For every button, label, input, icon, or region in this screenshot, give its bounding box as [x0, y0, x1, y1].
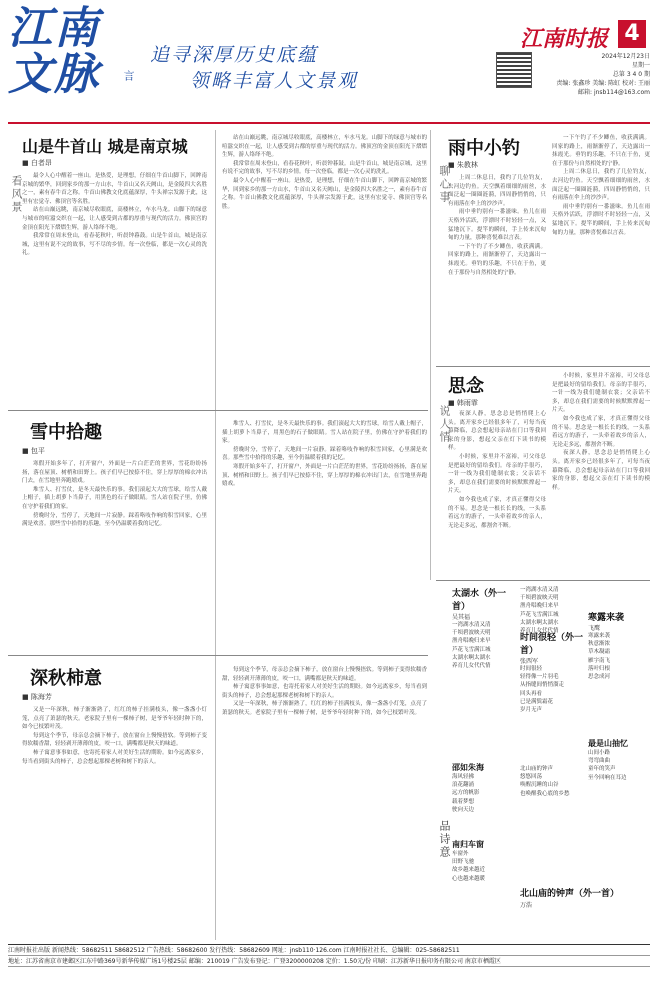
- article-2-paragraph: 寒假开始多年了，打开窗户，外面是一片白茫茫的世界，雪花纷纷扬扬，落在屋顶、树梢和田野上。孩子们早已按捺不住，穿上厚厚的棉衣冲出门去，在雪地里奔跑嬉戏。: [222, 463, 427, 488]
- article-1-body: [22, 172, 207, 404]
- article-1-paragraph: 站在山巅远眺，南京城尽收眼底，高楼林立，车水马龙。山脚下的绿意与城市的喧嚣交织在一起，让人感受到古都的厚重与现代的活力。佛顶宫的金顶在阳光下熠熠生辉，游人络绎不绝。: [222, 135, 427, 159]
- poem-title: 邵如朱海: [452, 762, 484, 772]
- article-4-paragraph: 雨中垂钓别有一番滋味。鱼儿在雨天格外活跃，浮漂时不时轻轻一点，又猛地沉下。提竿的瞬间，手上传来沉甸甸的力量，那种喜悦难以言表。: [552, 203, 650, 236]
- article-3-title: 深秋柿意: [30, 668, 102, 689]
- poem-block: [520, 586, 584, 905]
- qr-code-icon: [496, 52, 532, 88]
- article-1-paragraph: 我常常在周末登山，看春花秋叶，听晨钟暮鼓。山是牛首山，城是南京城，这里有说不完的故事，写不尽的乡情。每一次登临，都是一次心灵的洗礼。: [222, 160, 427, 176]
- article-1-paragraph: 站在山巅远眺，南京城尽收眼底，高楼林立，车水马龙。山脚下的绿意与城市的喧嚣交织在一起，让人感受到古都的厚重与现代的活力。佛顶宫的金顶在阳光下熠熠生辉，游人络绎不绝。: [22, 207, 207, 231]
- article-1-author-name: 白者昂: [30, 159, 52, 167]
- article-3-body-cont: [222, 666, 427, 938]
- poem-text: 车窗外 田野飞驰 故乡越来越近 心也越来越暖: [452, 851, 486, 882]
- article-4-body: [448, 174, 546, 362]
- article-4-paragraph: 一下午钓了不少鲫鱼，收获满满。回家的路上，雨渐渐停了，天边露出一抹霞光。垂钓的乐趣，不只在于鱼，更在于那份与自然相处的宁静。: [552, 135, 650, 167]
- section-rule: [8, 410, 428, 411]
- article-2-paragraph: 堆雪人、打雪仗，是冬天最快乐的事。我们滚起大大的雪球，给雪人戴上帽子，插上胡萝卜当鼻子，用黑色的石子做眼睛。雪人站在院子里，仿佛在守护着我们的家。: [22, 486, 207, 510]
- article-2-author-name: 包平: [30, 447, 45, 455]
- poem-text: 时间很轻 轻得像一片羽毛 从指缝间悄悄溜走 回头再看 已是满鬓霜花 岁月无声: [520, 666, 565, 714]
- poem-author: 万浩: [520, 902, 533, 909]
- slogan-line-2: 领略丰富人文景观: [190, 70, 359, 92]
- article-5-author: ■ 韩雨霏: [448, 399, 478, 407]
- article-2-paragraph: 傍晚时分，雪停了，天地间一片寂静。踩着咯吱作响的积雪回家，心里满是欢喜。那些雪中拾得的乐趣，至今仍温暖着我的记忆。: [22, 512, 207, 528]
- article-3-paragraph: 柿子寓意事事如意，也寄托着家人对美好生活的期盼。如今远离家乡，每当看到街头的柿子，总会想起那棵老树和树下的亲人。: [22, 749, 207, 765]
- article-1-paragraph: 最令人心中醒着一座山。是热爱，是理想，仔细在牛首山脚下，回眸南京城的繁华，回到家乡的那一方山水，牛首山又名天阙山，是金陵四大名胜之一，素有春牛首之称。牛首山佛教文化底蕴深厚，牛头禅宗发源于此，这里有宏觉寺、佛顶宫等名胜。: [22, 173, 207, 205]
- article-5-paragraph: 如今我也成了家，才真正懂得父母的不易。思念是一根长长的线，一头系着远方的游子，一头牵着故乡的亲人，无论走多远，都割舍不断。: [552, 415, 650, 448]
- poem-title: 时间很轻（外一首）: [520, 633, 584, 656]
- article-4-paragraph: 上周二休息日，我约了几位钓友，去河边钓鱼。天空飘着细细的雨丝，水面泛起一圈圈涟漪，四周静悄悄的，只有雨落在伞上的沙沙声。: [448, 175, 546, 207]
- poem-block: [588, 586, 650, 829]
- article-2-paragraph: 堆雪人、打雪仗，是冬天最快乐的事。我们滚起大大的雪球，给雪人戴上帽子，插上胡萝卜当鼻子，用黑色的石子做眼睛。雪人站在院子里，仿佛在守护着我们的家。: [222, 421, 427, 445]
- article-3-paragraph: 柿子寓意事事如意，也寄托着家人对美好生活的期盼。如今远离家乡，每当看到街头的柿子，总会想起那棵老树和树下的亲人。: [222, 684, 427, 699]
- article-5-paragraph: 如今我也成了家，才真正懂得父母的不易。思念是一根长长的线，一头系着远方的游子，一头牵着故乡的亲人，无论走多远，都割舍不断。: [448, 496, 546, 529]
- section-rule: [8, 655, 428, 656]
- literature-section: [452, 586, 650, 938]
- poem-author: 吴其福: [452, 614, 471, 621]
- article-1-paragraph: 我常常在周末登山，看春花秋叶，听晨钟暮鼓。山是牛首山，城是南京城，这里有说不完的故事，写不尽的乡情。每一次登临，都是一次心灵的洗礼。: [22, 233, 207, 257]
- article-2-body: [22, 460, 207, 650]
- article-2-body-cont: [222, 420, 427, 650]
- column-title: 江南文脉: [8, 3, 100, 100]
- article-5-paragraph: 夜深人静，思念总是悄悄爬上心头。离开家乡已经很多年了，可每当夜幕降临，总会想起母亲站在门口等我回家的身影，想起父亲在灯下读书的模样。: [552, 450, 650, 491]
- article-5-body: [448, 410, 546, 575]
- article-3-body: [22, 706, 207, 938]
- article-5-title: 思念: [448, 376, 484, 397]
- section-rule: [436, 366, 650, 367]
- article-4-paragraph: 上周二休息日，我约了几位钓友，去河边钓鱼。天空飘着细细的雨丝，水面泛起一圈圈涟漪，四周静悄悄的，只有雨落在伞上的沙沙声。: [552, 169, 650, 202]
- issue-weekday: 星期一: [631, 62, 650, 69]
- literature-tag: 品诗意: [438, 820, 451, 859]
- poem-title: 最是山抽忆: [588, 738, 628, 748]
- poem-text: 一湾湖水清又清 千顷碧波映天明 渔舟唱晚归来早 芦花飞雪满江城 太湖水啊太湖水 养育儿女代代情: [452, 622, 491, 670]
- article-1-body-cont: [222, 134, 427, 414]
- poem-title: 太湖水（外一首）: [452, 589, 507, 612]
- poem-text: 一湾湖水清又清 千顷碧波映天明 渔舟唱晚归来早 芦花飞雪满江城 太湖水啊太湖水 养育儿女代代情: [520, 587, 559, 635]
- page-number: 4: [618, 20, 646, 48]
- poem-title: 南归车窗: [452, 839, 484, 849]
- article-2-paragraph: 傍晚时分，雪停了，天地间一片寂静。踩着咯吱作响的积雪回家，心里满是欢喜。那些雪中拾得的乐趣，至今仍温暖着我的记忆。: [222, 446, 427, 462]
- section-rule: [436, 580, 650, 581]
- article-5-paragraph: 夜深人静，思念总是悄悄爬上心头。离开家乡已经很多年了，可每当夜幕降临，总会想起母亲站在门口等我回家的身影，想起父亲在灯下读书的模样。: [448, 411, 546, 452]
- issue-number: 总第 3 4 0 期: [612, 71, 650, 78]
- article-4-paragraph: 一下午钓了不少鲫鱼，收获满满。回家的路上，雨渐渐停了，天边露出一抹霞光。垂钓的乐趣，不只在于鱼，更在于那份与自然相处的宁静。: [448, 243, 546, 276]
- article-3-paragraph: 又是一年深秋，柿子渐渐熟了，红红的柿子挂满枝头，像一盏盏小灯笼，点亮了萧瑟的秋天。老家院子里有一棵柿子树，是爷爷年轻时种下的，如今已枝繁叶茂。: [22, 707, 207, 731]
- staff-line: 责编: 张鑫珍 美编: 陈虹 校对: 王丽: [556, 80, 650, 87]
- article-1-title: 山是牛首山 城是南京城: [22, 137, 188, 156]
- article-5-tag: 说人情: [438, 405, 451, 444]
- column-subtitle: 言: [122, 70, 135, 81]
- article-2-title: 雪中拾趣: [30, 422, 102, 443]
- article-4-paragraph: 雨中垂钓别有一番滋味。鱼儿在雨天格外活跃，浮漂时不时轻轻一点，又猛地沉下。提竿的瞬间，手上传来沉甸甸的力量，那种喜悦难以言表。: [448, 209, 546, 242]
- article-1-author: ■ 白者昂: [22, 159, 52, 167]
- footer-row-1: 江南时报社出版 新闻热线：58682511 58682512 广告热线：58682600 发行热线：58682609 网址：jnsb110·126.com 江南时报社社长、总编辑：025-58682511: [8, 945, 650, 956]
- column-divider-mid: [430, 130, 431, 580]
- article-5-body-cont: [552, 372, 650, 575]
- column-masthead: [8, 3, 135, 118]
- footer-row-2: 地址：江苏省南京市建邺区江东中路369号新华传媒广场1号楼25层 邮编：210019 广告发布登记：广登3200000208 定价：1.50元/份 印刷：江苏新华日报印务有限公司 南京市栖霞区: [8, 956, 650, 967]
- article-1-tag: 看风景: [10, 175, 23, 214]
- footer: [8, 944, 650, 967]
- poem-title: 寒露来袭: [588, 613, 625, 623]
- article-3-author: ■ 陈海芳: [22, 693, 52, 701]
- poem-text: 寒露来袭 秋意渐浓 草木凝霜 雁字南飞 落叶归根 思念成河: [588, 633, 611, 681]
- article-2-paragraph: 寒假开始多年了，打开窗户，外面是一片白茫茫的世界，雪花纷纷扬扬，落在屋顶、树梢和田野上。孩子们早已按捺不住，穿上厚厚的棉衣冲出门去，在雪地里奔跑嬉戏。: [22, 461, 207, 485]
- poem-title: 北山庙的钟声（外一首）: [520, 889, 620, 899]
- poem-author: 张西军: [520, 658, 539, 665]
- article-3-paragraph: 每到这个季节，母亲总会摘下柿子，放在窗台上慢慢捂软。等到柿子变得软糯香甜，轻轻剥开薄薄的皮，咬一口，满嘴都是秋天的味道。: [222, 667, 427, 682]
- article-5-author-name: 韩雨霏: [456, 399, 478, 407]
- issue-date: 2024年12月23日: [601, 53, 650, 60]
- article-4-author: ■ 朱教林: [448, 161, 478, 169]
- newspaper-name: 江南时报: [520, 26, 609, 52]
- slogan: [150, 42, 430, 94]
- email-line: 邮箱: jnsb114@163.com: [578, 89, 650, 96]
- poem-author: 飞鹰: [588, 625, 601, 632]
- poem-block: [452, 586, 516, 910]
- issue-meta: [540, 52, 650, 97]
- poem-text: 海风轻拂 浪花翻涌 远方的帆影 载着梦想 驶向天边: [452, 774, 480, 813]
- article-4-body-cont: [552, 134, 650, 362]
- article-3-paragraph: 每到这个季节，母亲总会摘下柿子，放在窗台上慢慢捂软。等到柿子变得软糯香甜，轻轻剥开薄薄的皮，咬一口，满嘴都是秋天的味道。: [22, 732, 207, 748]
- article-5-paragraph: 小时候，家里并不富裕，可父母总是把最好的留给我们。母亲的手很巧，一针一线为我们缝制衣裳；父亲话不多，却总在我们需要的时候默默撑起一片天。: [552, 373, 650, 414]
- column-divider-left: [215, 130, 216, 940]
- article-1-paragraph: 最令人心中醒着一座山。是热爱，是理想，仔细在牛首山脚下，回眸南京城的繁华，回到家乡的那一方山水，牛首山又名天阙山，是金陵四大名胜之一，素有春牛首之称。牛首山佛教文化底蕴深厚，牛头禅宗发源于此，这里有宏觉寺、佛顶宫等名胜。: [222, 177, 427, 210]
- article-3-paragraph: 又是一年深秋，柿子渐渐熟了，红红的柿子挂满枝头，像一盏盏小灯笼，点亮了萧瑟的秋天。老家院子里有一棵柿子树，是爷爷年轻时种下的，如今已枝繁叶茂。: [222, 701, 427, 716]
- article-4-title: 雨中小钓: [448, 138, 520, 159]
- article-3-author-name: 陈海芳: [30, 693, 52, 701]
- article-5-paragraph: 小时候，家里并不富裕，可父母总是把最好的留给我们。母亲的手很巧，一针一线为我们缝制衣裳；父亲话不多，却总在我们需要的时候默默撑起一片天。: [448, 453, 546, 495]
- masthead-rule: [8, 122, 650, 124]
- article-4-tag: 聊心事: [438, 165, 451, 204]
- poem-text: 北山庙的钟声 悠悠回荡 唤醒沉睡的山谷 也唤醒我心底的乡愁: [520, 766, 570, 797]
- article-2-author: ■ 包平: [22, 447, 45, 455]
- article-4-author-name: 朱教林: [456, 161, 478, 169]
- slogan-line-1: 追寻深厚历史底蕴: [150, 44, 319, 66]
- poem-text: 山间小路 弯弯曲曲 童年的笑声 至今回响在耳边: [588, 750, 627, 781]
